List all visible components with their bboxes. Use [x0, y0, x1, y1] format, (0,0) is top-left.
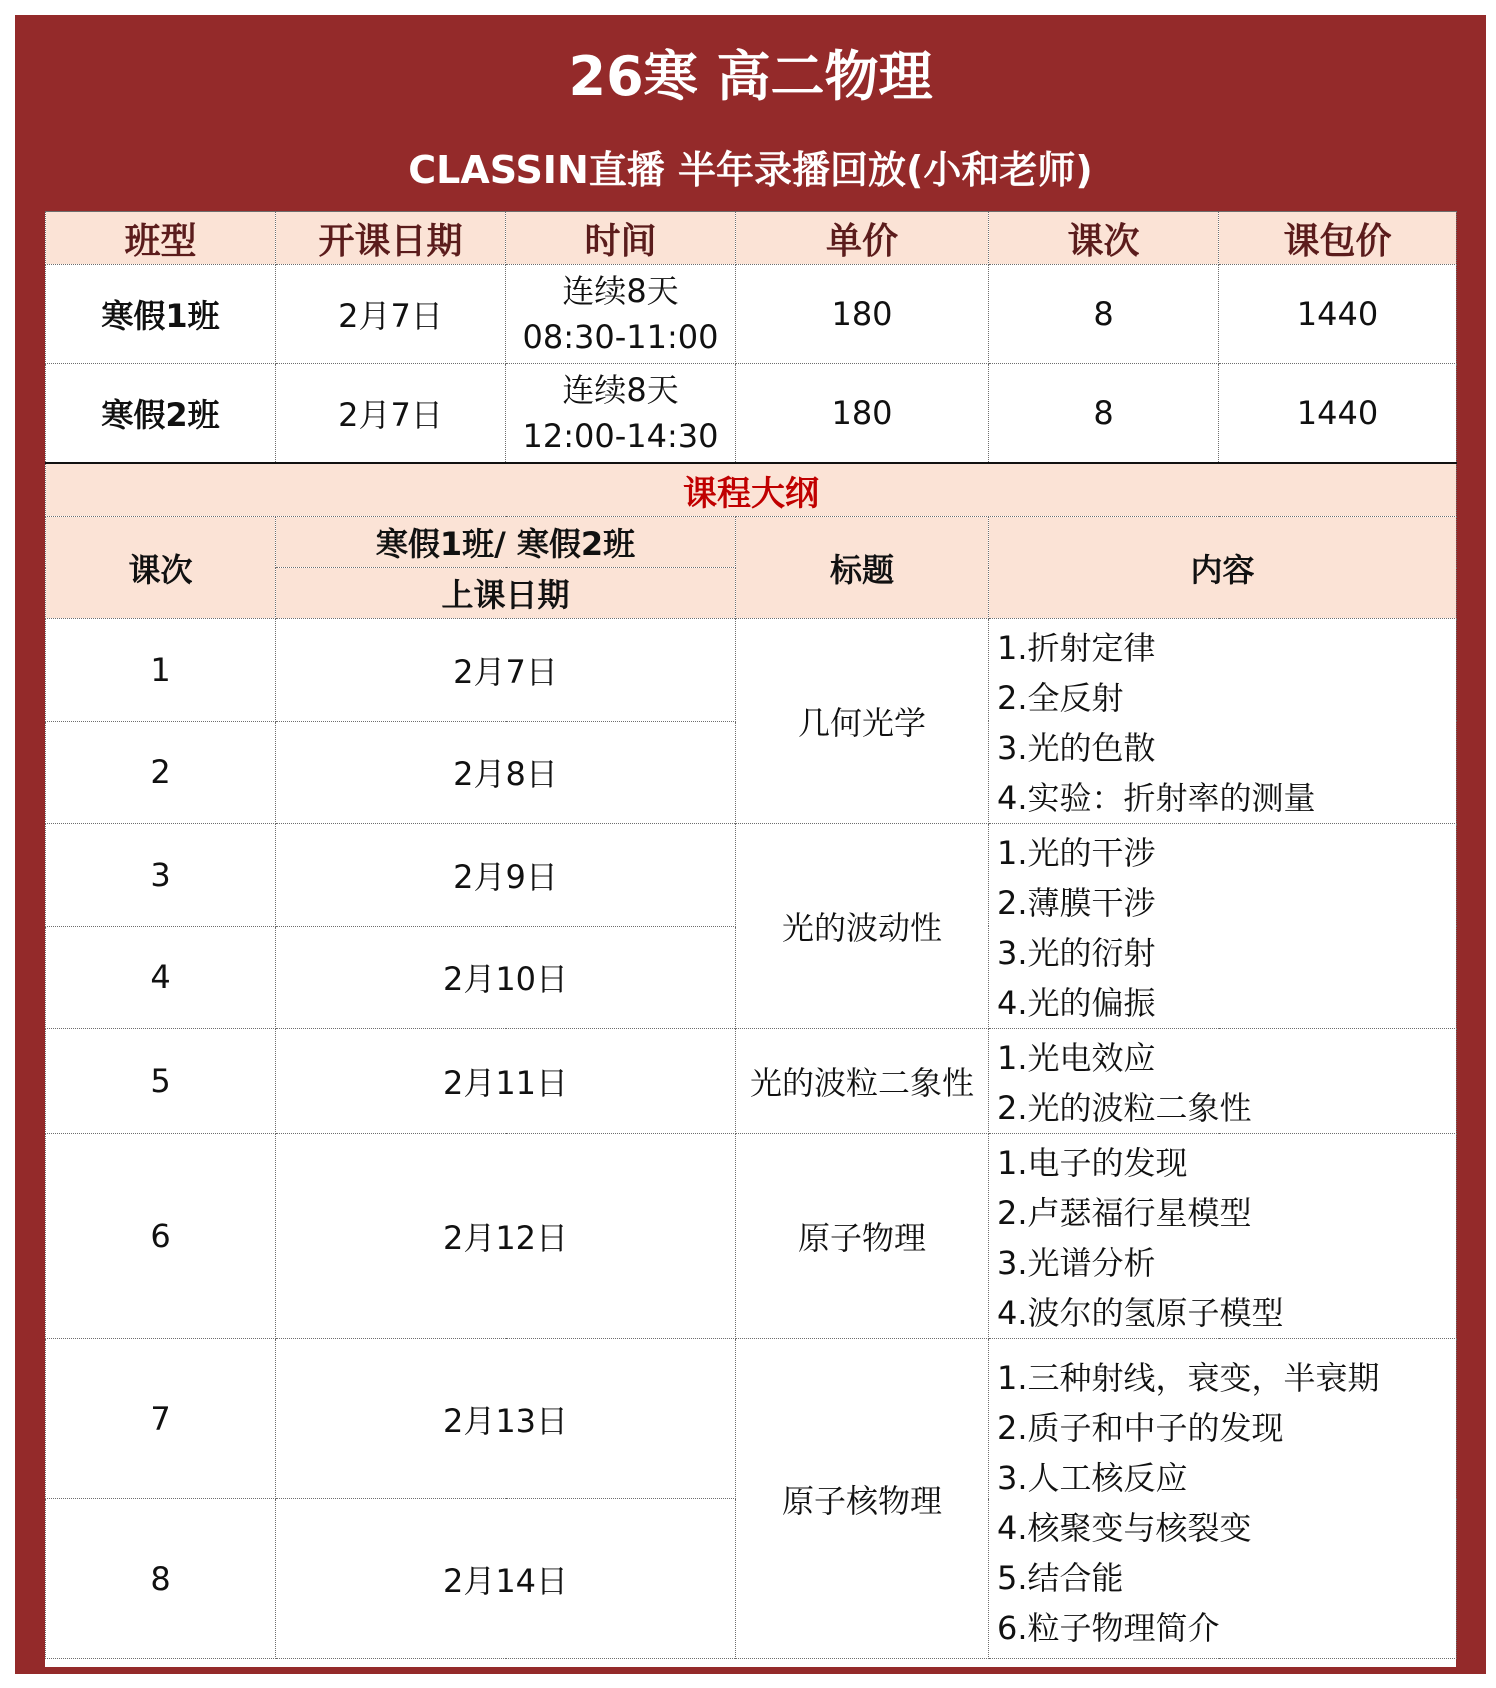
lesson-date: 2月13日: [276, 1339, 736, 1499]
content-item: 1.光电效应: [997, 1039, 1156, 1077]
schedule-header-row: [46, 212, 1457, 265]
header-class-date: 上课日期: [276, 568, 736, 619]
content-item: 4.实验：折射率的测量: [997, 779, 1316, 817]
lesson-date: 2月10日: [276, 926, 736, 1029]
lesson-number: 4: [46, 926, 276, 1029]
time-range: 08:30-11:00: [522, 318, 719, 356]
lesson-row: [46, 1339, 1457, 1499]
content-item: 4.光的偏振: [997, 984, 1156, 1022]
lesson-date: 2月14日: [276, 1499, 736, 1659]
lesson-content: [989, 619, 1457, 824]
lesson-topic: 几何光学: [736, 619, 989, 824]
header-content: 内容: [989, 517, 1457, 619]
header-time: 时间: [506, 212, 736, 265]
lesson-number: 5: [46, 1029, 276, 1134]
content-item: 2.全反射: [997, 679, 1124, 717]
lesson-number: 7: [46, 1339, 276, 1499]
content-item: 4.核聚变与核裂变: [997, 1509, 1252, 1547]
lesson-row: [46, 619, 1457, 722]
content-item: 3.人工核反应: [997, 1459, 1188, 1497]
lesson-content: [989, 1134, 1457, 1339]
content-item: 6.粒子物理简介: [997, 1609, 1220, 1647]
header-lesson-number: 课次: [46, 517, 276, 619]
package-price: 1440: [1219, 364, 1457, 464]
unit-price: 180: [736, 265, 989, 364]
class-name: 寒假1班: [46, 265, 276, 364]
outline-heading-row: [46, 463, 1457, 517]
content-item: 3.光的衍射: [997, 934, 1156, 972]
content-item: 1.光的干涉: [997, 834, 1156, 872]
lesson-date: 2月12日: [276, 1134, 736, 1339]
header-unit-price: 单价: [736, 212, 989, 265]
course-table: [45, 211, 1457, 1659]
schedule-row: [46, 265, 1457, 364]
content-item: 2.光的波粒二象性: [997, 1089, 1252, 1127]
lesson-content: [989, 824, 1457, 1029]
header-package-price: 课包价: [1219, 212, 1457, 265]
content-item: 3.光的色散: [997, 729, 1156, 767]
lesson-content: [989, 1339, 1457, 1659]
content-item: 2.卢瑟福行星模型: [997, 1194, 1252, 1232]
lesson-number: 8: [46, 1499, 276, 1659]
time-range: 12:00-14:30: [522, 417, 719, 455]
lesson-date: 2月8日: [276, 721, 736, 824]
time-days: 连续8天: [562, 272, 679, 310]
lesson-number: 3: [46, 824, 276, 927]
lesson-row: [46, 824, 1457, 927]
lesson-date: 2月7日: [276, 619, 736, 722]
lesson-count: 8: [989, 265, 1219, 364]
content-item: 1.三种射线，衰变，半衰期: [997, 1359, 1380, 1397]
poster-frame: [15, 15, 1486, 1674]
start-date: 2月7日: [276, 265, 506, 364]
header-class-type: 班型: [46, 212, 276, 265]
header-topic: 标题: [736, 517, 989, 619]
lesson-date: 2月9日: [276, 824, 736, 927]
class-time: [506, 364, 736, 464]
lesson-topic: 原子物理: [736, 1134, 989, 1339]
package-price: 1440: [1219, 265, 1457, 364]
page-title: 26寒 高二物理: [568, 45, 933, 108]
outline-header-row: [46, 517, 1457, 568]
class-name: 寒假2班: [46, 364, 276, 464]
page-subtitle: CLASSIN直播 半年录播回放(小和老师): [408, 148, 1093, 192]
unit-price: 180: [736, 364, 989, 464]
content-item: 4.波尔的氢原子模型: [997, 1294, 1284, 1332]
lesson-number: 6: [46, 1134, 276, 1339]
outline-heading: 课程大纲: [46, 463, 1457, 517]
lesson-row: [46, 1029, 1457, 1134]
content-item: 5.结合能: [997, 1559, 1124, 1597]
lesson-count: 8: [989, 364, 1219, 464]
content-item: 3.光谱分析: [997, 1244, 1156, 1282]
lesson-content: [989, 1029, 1457, 1134]
time-days: 连续8天: [562, 371, 679, 409]
lesson-date: 2月11日: [276, 1029, 736, 1134]
lesson-topic: 光的波动性: [736, 824, 989, 1029]
lesson-number: 2: [46, 721, 276, 824]
lesson-topic: 原子核物理: [736, 1339, 989, 1659]
header-classes: 寒假1班/ 寒假2班: [276, 517, 736, 568]
content-item: 1.折射定律: [997, 629, 1156, 667]
course-sheet: [45, 211, 1456, 1667]
start-date: 2月7日: [276, 364, 506, 464]
header-start-date: 开课日期: [276, 212, 506, 265]
content-item: 1.电子的发现: [997, 1144, 1188, 1182]
content-item: 2.质子和中子的发现: [997, 1409, 1284, 1447]
class-time: [506, 265, 736, 364]
schedule-row: [46, 364, 1457, 464]
lesson-row: [46, 1134, 1457, 1339]
header-lesson-count: 课次: [989, 212, 1219, 265]
lesson-number: 1: [46, 619, 276, 722]
lesson-topic: 光的波粒二象性: [736, 1029, 989, 1134]
content-item: 2.薄膜干涉: [997, 884, 1156, 922]
